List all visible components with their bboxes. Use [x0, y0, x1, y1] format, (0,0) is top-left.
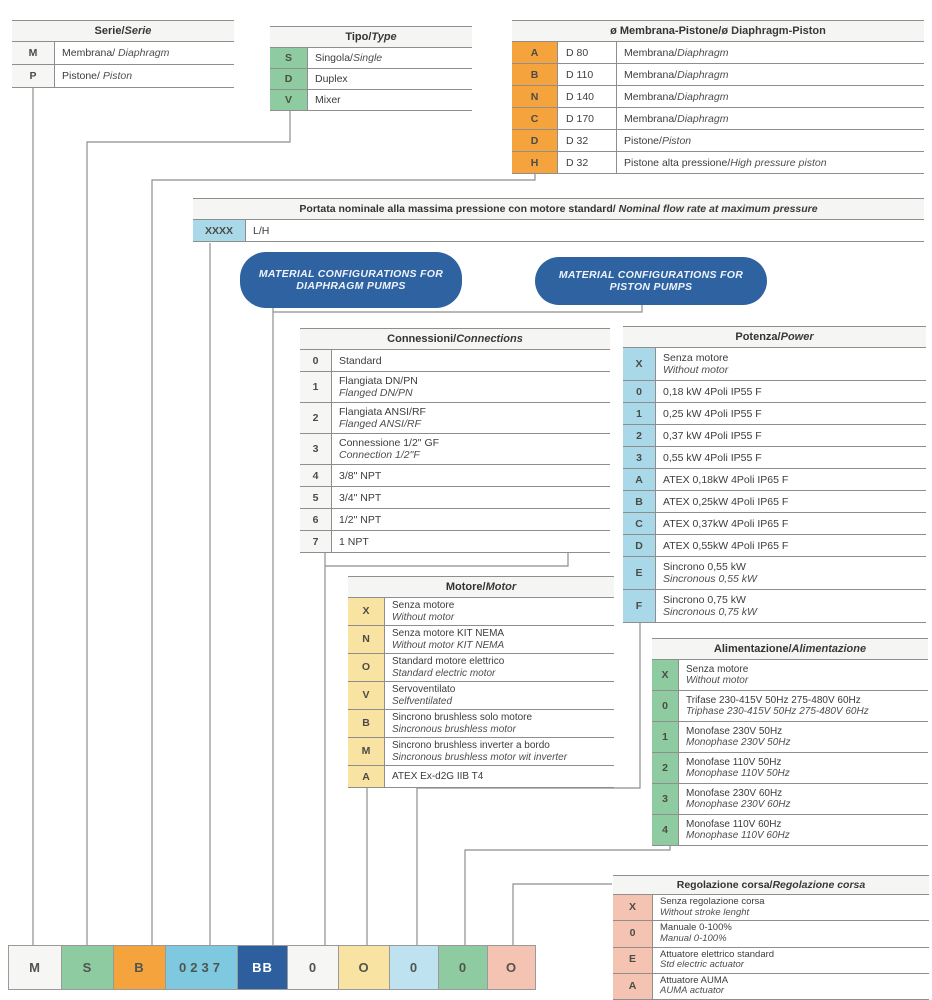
- potenza-row: [623, 513, 926, 535]
- serie-desc-line: Membrana/ Diaphragm: [62, 47, 170, 59]
- motore-description-cell: [385, 626, 614, 653]
- table-diametro-header: ø Membrana-Pistone/ø Diaphragm-Piston: [512, 20, 924, 42]
- diametro-code-cell: C: [512, 108, 558, 129]
- diametro-code-cell: D: [512, 130, 558, 151]
- diametro-description-cell: [617, 64, 924, 85]
- connessioni-desc-it: Flangiata ANSI/RF: [339, 406, 426, 418]
- connessioni-code-cell: 0: [300, 350, 332, 371]
- tipo-row: [270, 90, 472, 110]
- tipo-code-cell: D: [270, 69, 308, 89]
- alimentazione-desc-en: Monophase 230V 50Hz: [686, 737, 791, 748]
- table-regolazione-header: Regolazione corsa/Regolazione corsa: [613, 875, 929, 895]
- motore-desc-it: Senza motore: [392, 600, 455, 611]
- alimentazione-code-cell: 4: [652, 815, 679, 845]
- potenza-code-cell: D: [623, 535, 656, 556]
- motore-row: [348, 654, 614, 682]
- regolazione-desc-it: Attuatore AUMA: [660, 974, 729, 986]
- table-tipo: [270, 26, 472, 111]
- potenza-desc-line: ATEX 0,18kW 4Poli IP65 F: [663, 473, 789, 486]
- regolazione-row: [613, 974, 929, 999]
- connessioni-desc-line: 1 NPT: [339, 535, 369, 548]
- alimentazione-desc-en: Triphase 230-415V 50Hz 275-480V 60Hz: [686, 706, 869, 717]
- potenza-description-cell: [656, 535, 926, 556]
- alimentazione-desc-en: Monophase 230V 60Hz: [686, 799, 791, 810]
- regolazione-desc-en: Without stroke lenght: [660, 906, 750, 918]
- diametro-description-cell: [617, 108, 924, 129]
- potenza-desc-line: ATEX 0,37kW 4Poli IP65 F: [663, 517, 789, 530]
- code-box-7: O: [338, 945, 390, 990]
- alimentazione-code-cell: 0: [652, 691, 679, 721]
- connessioni-desc-en: Flanged ANSI/RF: [339, 418, 421, 430]
- alimentazione-description-cell: [679, 753, 928, 783]
- diametro-row: [512, 152, 924, 173]
- motore-desc-it: Senza motore KIT NEMA: [392, 628, 505, 639]
- potenza-description-cell: [656, 557, 926, 589]
- tipo-desc-en: Single: [352, 52, 383, 64]
- alimentazione-description-cell: [679, 691, 928, 721]
- alimentazione-code-cell: 3: [652, 784, 679, 814]
- motore-desc-it: Sincrono brushless solo motore: [392, 712, 533, 723]
- potenza-description-cell: [656, 403, 926, 424]
- serie-description-cell: [55, 65, 234, 87]
- diametro-row: [512, 108, 924, 130]
- potenza-row: [623, 381, 926, 403]
- potenza-code-cell: E: [623, 557, 656, 589]
- regolazione-row: [613, 948, 929, 974]
- connessioni-description-cell: [332, 403, 610, 433]
- table-nominal-flow-rate: [193, 198, 924, 242]
- alimentazione-desc-en: Monophase 110V 60Hz: [686, 830, 790, 841]
- portata-value-cell: L/H: [253, 224, 270, 237]
- regolazione-desc-en: Manual 0-100%: [660, 932, 727, 944]
- table-potenza-header: Potenza/Power: [623, 326, 926, 348]
- diametro-code-cell: N: [512, 86, 558, 107]
- potenza-desc-en: Without motor: [663, 364, 729, 376]
- regolazione-desc-it: Senza regolazione corsa: [660, 896, 765, 907]
- diametro-size-cell: D 80: [558, 42, 617, 63]
- alimentazione-code-cell: 1: [652, 722, 679, 752]
- diametro-row: [512, 42, 924, 64]
- table-potenza: [623, 326, 926, 623]
- connessioni-row: [300, 465, 610, 487]
- connessioni-code-cell: 2: [300, 403, 332, 433]
- tipo-row: [270, 69, 472, 90]
- diametro-row: [512, 86, 924, 108]
- connessioni-desc-it: Connessione 1/2" GF: [339, 437, 440, 449]
- example-code-row: [8, 945, 536, 990]
- potenza-description-cell: [656, 381, 926, 402]
- diametro-desc-line: Membrana/Diaphragm: [624, 68, 729, 81]
- motore-desc-en: Sincronous brushless motor wit inverter: [392, 751, 568, 763]
- connessioni-desc-line: 3/8" NPT: [339, 469, 382, 482]
- potenza-row: [623, 425, 926, 447]
- connessioni-desc-line: 3/4" NPT: [339, 491, 382, 504]
- tipo-description-cell: [308, 48, 472, 68]
- motore-desc-it: Servoventilato: [392, 684, 456, 695]
- regolazione-row: [613, 921, 929, 947]
- motore-code-cell: A: [348, 766, 385, 787]
- motore-desc-it: Sincrono brushless inverter a bordo: [392, 740, 550, 751]
- code-box-10: O: [487, 945, 536, 990]
- alimentazione-desc-it: Monofase 110V 60Hz: [686, 818, 782, 830]
- code-box-1: M: [8, 945, 62, 990]
- alimentazione-desc-it: Trifase 230-415V 50Hz 275-480V 60Hz: [686, 694, 861, 706]
- diametro-code-cell: H: [512, 152, 558, 173]
- tipo-description-cell: [308, 90, 472, 110]
- motore-desc-line: ATEX Ex-d2G IIB T4: [392, 771, 484, 782]
- regolazione-description-cell: [653, 948, 929, 973]
- diametro-row: [512, 64, 924, 86]
- diametro-size-cell: D 140: [558, 86, 617, 107]
- diametro-description-cell: [617, 130, 924, 151]
- potenza-desc-line: ATEX 0,25kW 4Poli IP65 F: [663, 495, 789, 508]
- connessioni-row: [300, 509, 610, 531]
- diametro-desc-en: Diaphragm: [677, 112, 729, 125]
- potenza-row: [623, 447, 926, 469]
- alimentazione-code-cell: 2: [652, 753, 679, 783]
- diametro-code-cell: A: [512, 42, 558, 63]
- regolazione-code-cell: A: [613, 974, 653, 999]
- potenza-row: [623, 535, 926, 557]
- alimentazione-desc-en: Monophase 110V 50Hz: [686, 768, 790, 779]
- tipo-desc-line: Duplex: [315, 73, 348, 85]
- motore-desc-it: Standard motore elettrico: [392, 656, 505, 667]
- potenza-row: [623, 590, 926, 622]
- connessioni-row: [300, 531, 610, 552]
- code-box-6: 0: [287, 945, 339, 990]
- tipo-code-cell: V: [270, 90, 308, 110]
- diametro-desc-en: Diaphragm: [677, 90, 729, 103]
- diametro-desc-line: Membrana/Diaphragm: [624, 46, 729, 59]
- regolazione-desc-en: AUMA actuator: [660, 985, 725, 997]
- serie-desc-en: Piston: [99, 70, 133, 82]
- regolazione-description-cell: [653, 895, 929, 920]
- connessioni-row: [300, 403, 610, 434]
- potenza-desc-it: Senza motore: [663, 352, 729, 364]
- connessioni-desc-en: Flanged DN/PN: [339, 387, 413, 399]
- serie-description-cell: [55, 42, 234, 64]
- diametro-row: [512, 130, 924, 152]
- motore-row: [348, 598, 614, 626]
- motore-row: [348, 766, 614, 787]
- motore-row: [348, 626, 614, 654]
- alimentazione-row: [652, 660, 928, 691]
- table-motore-header: Motore/Motor: [348, 576, 614, 598]
- potenza-desc-en: Sincronous 0,75 kW: [663, 606, 757, 618]
- potenza-code-cell: B: [623, 491, 656, 512]
- potenza-desc-en: Sincronous 0,55 kW: [663, 573, 757, 585]
- connessioni-desc-line: 1/2" NPT: [339, 513, 382, 526]
- alimentazione-description-cell: [679, 784, 928, 814]
- table-portata-header: Portata nominale alla massima pressione con motore standard/ Nominal flow rate at maximum pressure: [193, 198, 924, 220]
- alimentazione-code-cell: X: [652, 660, 679, 690]
- connessioni-code-cell: 3: [300, 434, 332, 464]
- code-box-5: BB: [237, 945, 288, 990]
- motore-desc-en: Sincronous brushless motor: [392, 723, 516, 735]
- alimentazione-description-cell: [679, 660, 928, 690]
- connessioni-code-cell: 6: [300, 509, 332, 530]
- alimentazione-description-cell: [679, 815, 928, 845]
- connessioni-desc-it: Flangiata DN/PN: [339, 375, 418, 387]
- connessioni-code-cell: 5: [300, 487, 332, 508]
- motore-row: [348, 710, 614, 738]
- motore-desc-en: Selfventilated: [392, 695, 453, 707]
- diametro-description-cell: [617, 86, 924, 107]
- connessioni-description-cell: [332, 350, 610, 371]
- alimentazione-row: [652, 753, 928, 784]
- diametro-desc-line: Membrana/Diaphragm: [624, 90, 729, 103]
- potenza-desc-line: ATEX 0,55kW 4Poli IP65 F: [663, 539, 789, 552]
- code-box-2: S: [61, 945, 114, 990]
- motore-description-cell: [385, 766, 614, 787]
- connessioni-code-cell: 1: [300, 372, 332, 402]
- diametro-size-cell: D 32: [558, 152, 617, 173]
- potenza-desc-line: 0,37 kW 4Poli IP55 F: [663, 429, 762, 442]
- alimentazione-desc-it: Monofase 230V 60Hz: [686, 787, 783, 799]
- table-tipo-header: Tipo/Type: [270, 26, 472, 48]
- portata-code-cell: XXXX: [193, 220, 246, 241]
- table-regolazione-corsa: [613, 875, 929, 1000]
- regolazione-description-cell: [653, 974, 929, 999]
- motore-row: [348, 738, 614, 766]
- potenza-desc-line: 0,55 kW 4Poli IP55 F: [663, 451, 762, 464]
- potenza-row: [623, 469, 926, 491]
- table-serie: [12, 20, 234, 88]
- alimentazione-row: [652, 784, 928, 815]
- motore-code-cell: M: [348, 738, 385, 765]
- connessioni-description-cell: [332, 434, 610, 464]
- alimentazione-row: [652, 815, 928, 845]
- alimentazione-description-cell: [679, 722, 928, 752]
- regolazione-desc-it: Attuatore elettrico standard: [660, 948, 775, 960]
- serie-desc-en: Diaphragm: [115, 47, 170, 59]
- motore-description-cell: [385, 654, 614, 681]
- potenza-description-cell: [656, 513, 926, 534]
- connessioni-description-cell: [332, 487, 610, 508]
- connessioni-row: [300, 487, 610, 509]
- potenza-code-cell: X: [623, 348, 656, 380]
- connessioni-desc-en: Connection 1/2"F: [339, 449, 420, 461]
- regolazione-code-cell: X: [613, 895, 653, 920]
- diametro-description-cell: [617, 42, 924, 63]
- diametro-size-cell: D 32: [558, 130, 617, 151]
- motore-code-cell: X: [348, 598, 385, 625]
- connessioni-description-cell: [332, 372, 610, 402]
- table-diaphragm-piston-diameter: [512, 20, 924, 174]
- portata-row: [193, 220, 924, 241]
- potenza-row: [623, 348, 926, 381]
- alimentazione-desc-it: Monofase 110V 50Hz: [686, 756, 782, 768]
- connessioni-description-cell: [332, 465, 610, 486]
- diametro-desc-en: Piston: [661, 134, 692, 147]
- potenza-code-cell: C: [623, 513, 656, 534]
- potenza-code-cell: A: [623, 469, 656, 490]
- diametro-desc-line: Membrana/Diaphragm: [624, 112, 729, 125]
- connessioni-row: [300, 372, 610, 403]
- tipo-desc-line: Singola/Single: [315, 52, 383, 64]
- motore-row: [348, 682, 614, 710]
- potenza-row: [623, 403, 926, 425]
- motore-description-cell: [385, 598, 614, 625]
- regolazione-desc-it: Manuale 0-100%: [660, 922, 732, 934]
- potenza-description-cell: [656, 425, 926, 446]
- table-motore: [348, 576, 614, 788]
- diametro-desc-en: High pressure piston: [730, 156, 827, 169]
- alimentazione-row: [652, 691, 928, 722]
- alimentazione-row: [652, 722, 928, 753]
- material-config-piston-pill: MATERIAL CONFIGURATIONS FOR PISTON PUMPS: [535, 257, 767, 305]
- code-box-3: B: [113, 945, 166, 990]
- motore-description-cell: [385, 710, 614, 737]
- serie-code-cell: M: [12, 42, 55, 64]
- regolazione-row: [613, 895, 929, 921]
- connessioni-row: [300, 434, 610, 465]
- potenza-code-cell: 1: [623, 403, 656, 424]
- connessioni-description-cell: [332, 509, 610, 530]
- code-box-4: 0237: [165, 945, 238, 990]
- potenza-description-cell: [656, 469, 926, 490]
- motore-description-cell: [385, 738, 614, 765]
- regolazione-desc-en: Std electric actuator: [660, 959, 744, 971]
- serie-code-cell: P: [12, 65, 55, 87]
- potenza-description-cell: [656, 447, 926, 468]
- material-config-diaphragm-pill: MATERIAL CONFIGURATIONS FOR DIAPHRAGM PUMPS: [240, 252, 462, 308]
- regolazione-code-cell: E: [613, 948, 653, 973]
- potenza-desc-it: Sincrono 0,55 kW: [663, 561, 746, 573]
- table-serie-header: Serie/Serie: [12, 20, 234, 42]
- diametro-size-cell: D 170: [558, 108, 617, 129]
- connessioni-description-cell: [332, 531, 610, 552]
- diametro-description-cell: [617, 152, 924, 173]
- diametro-desc-line: Pistone alta pressione/High pressure piston: [624, 156, 827, 169]
- connessioni-code-cell: 4: [300, 465, 332, 486]
- motore-desc-en: Without motor KIT NEMA: [392, 639, 505, 651]
- potenza-row: [623, 491, 926, 513]
- potenza-code-cell: 0: [623, 381, 656, 402]
- motore-code-cell: O: [348, 654, 385, 681]
- alimentazione-desc-it: Monofase 230V 50Hz: [686, 725, 783, 737]
- motore-code-cell: B: [348, 710, 385, 737]
- motore-desc-en: Without motor: [392, 611, 455, 623]
- potenza-code-cell: 3: [623, 447, 656, 468]
- serie-desc-line: Pistone/ Piston: [62, 70, 133, 82]
- motore-description-cell: [385, 682, 614, 709]
- diametro-desc-en: Diaphragm: [677, 46, 729, 59]
- potenza-desc-line: 0,18 kW 4Poli IP55 F: [663, 385, 762, 398]
- tipo-row: [270, 48, 472, 69]
- potenza-desc-it: Sincrono 0,75 kW: [663, 594, 746, 606]
- code-box-9: 0: [438, 945, 488, 990]
- motore-desc-en: Standard electric motor: [392, 667, 496, 679]
- potenza-description-cell: [656, 348, 926, 380]
- table-alimentazione-header: Alimentazione/Alimentazione: [652, 638, 928, 660]
- connessioni-code-cell: 7: [300, 531, 332, 552]
- connessioni-row: [300, 350, 610, 372]
- table-connessioni-header: Connessioni/Connections: [300, 328, 610, 350]
- potenza-row: [623, 557, 926, 590]
- diametro-desc-line: Pistone/Piston: [624, 134, 692, 147]
- regolazione-description-cell: [653, 921, 929, 946]
- table-connessioni: [300, 328, 610, 553]
- serie-row: [12, 65, 234, 87]
- motore-code-cell: V: [348, 682, 385, 709]
- alimentazione-desc-en: Without motor: [686, 675, 749, 686]
- tipo-description-cell: [308, 69, 472, 89]
- alimentazione-desc-it: Senza motore: [686, 663, 749, 675]
- diametro-size-cell: D 110: [558, 64, 617, 85]
- code-box-8: 0: [389, 945, 439, 990]
- diametro-code-cell: B: [512, 64, 558, 85]
- diametro-desc-en: Diaphragm: [677, 68, 729, 81]
- potenza-code-cell: F: [623, 590, 656, 622]
- potenza-description-cell: [656, 590, 926, 622]
- regolazione-code-cell: 0: [613, 921, 653, 946]
- serie-row: [12, 42, 234, 65]
- potenza-description-cell: [656, 491, 926, 512]
- tipo-code-cell: S: [270, 48, 308, 68]
- table-alimentazione: [652, 638, 928, 846]
- connessioni-desc-line: Standard: [339, 354, 382, 367]
- motore-code-cell: N: [348, 626, 385, 653]
- potenza-desc-line: 0,25 kW 4Poli IP55 F: [663, 407, 762, 420]
- potenza-code-cell: 2: [623, 425, 656, 446]
- tipo-desc-line: Mixer: [315, 94, 341, 106]
